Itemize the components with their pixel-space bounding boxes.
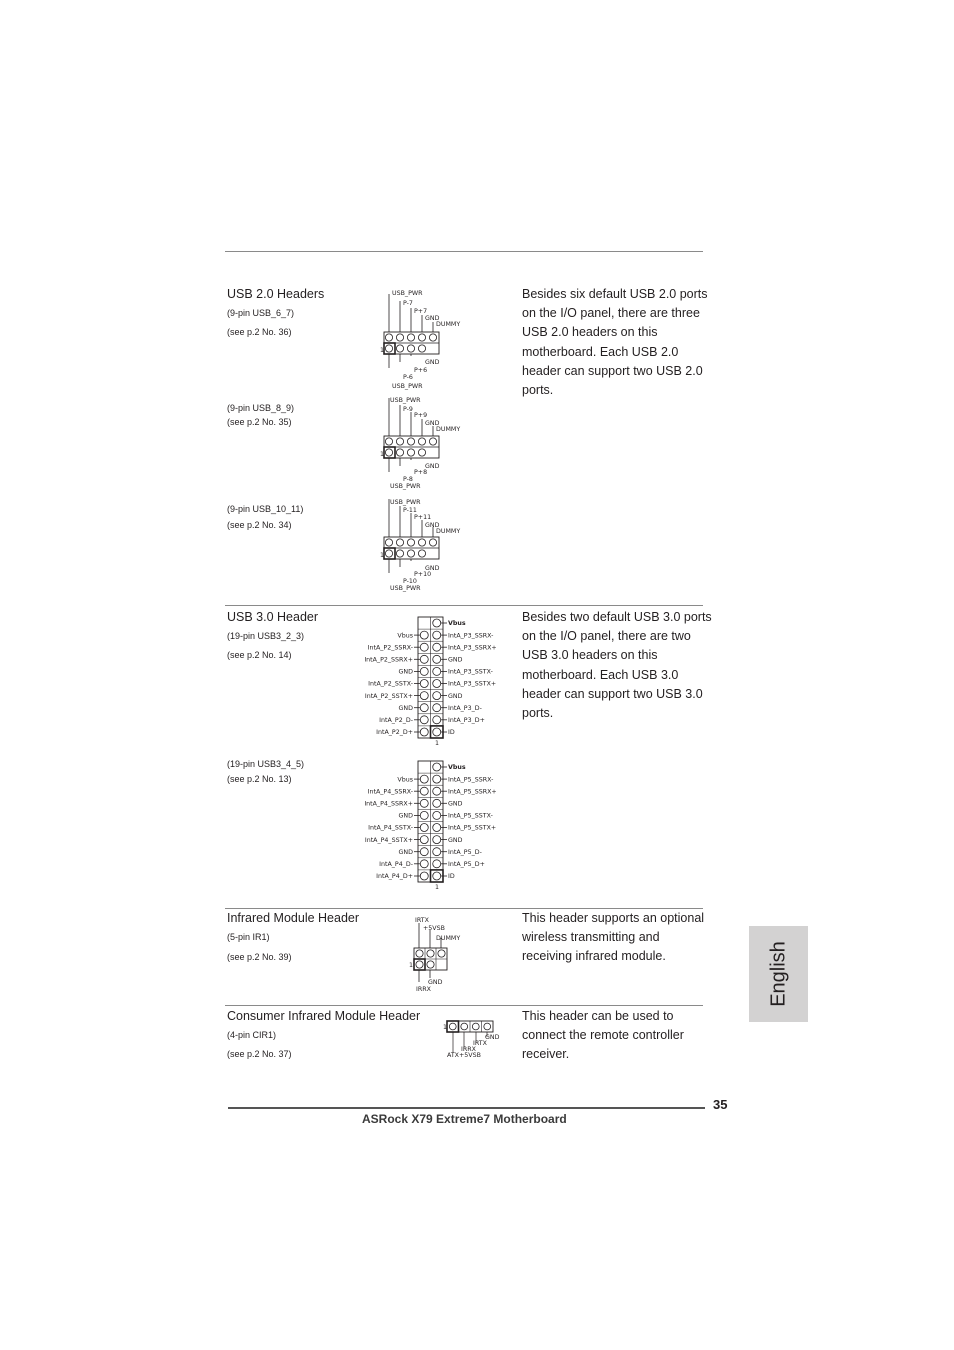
ir1-5vsb: +5VSB xyxy=(423,925,445,932)
usb-8-9-p-minus-top: P-9 xyxy=(403,406,413,413)
usb-10-11-gnd-bottom: GND xyxy=(425,565,440,572)
usb20-description: Besides six default USB 2.0 ports on the I/O panel, there are three USB 2.0 headers on this motherboard. Each USB 2.0 header can support two USB 2.0 ports. xyxy=(522,287,708,398)
ir1-pin1: 1 xyxy=(409,962,414,969)
usb3-2-3-left-pin-label: GND xyxy=(398,668,413,676)
usb20-title: USB 2.0 Headers xyxy=(227,287,325,301)
usb-10-11-p-plus-bottom: P+10 xyxy=(414,571,432,578)
cir1-irtx: IRTX xyxy=(473,1040,487,1047)
usb-6-7-gnd-bottom: GND xyxy=(425,359,440,366)
usb3-4-5-top-vbus: Vbus xyxy=(448,764,466,771)
ir-description: This header supports an optional wireless transmitting and receiving infrared module. xyxy=(522,911,705,964)
usb3-2-3-left-pin-label: GND xyxy=(398,704,413,712)
usb3-2-3-right-pin-label: IntA_P3_D- xyxy=(448,704,482,712)
usb3-2-3-left-pin-label: IntA_P2_SSRX+ xyxy=(364,656,413,664)
usb-10-11-dummy: DUMMY xyxy=(436,528,461,535)
usb3-4-5-right-pin-label: IntA_P5_D+ xyxy=(448,861,485,868)
usb-8-9-p-plus-top: P+9 xyxy=(414,412,428,419)
usb-8-9-usb-pwr-bottom: USB_PWR xyxy=(390,483,421,490)
usb20-see2: (see p.2 No. 35) xyxy=(227,417,292,427)
usb3-4-5-left-pin-label: IntA_P4_D+ xyxy=(376,873,413,881)
usb30-see1: (see p.2 No. 14) xyxy=(227,650,292,660)
usb3-4-5-right-pin-label: ID xyxy=(448,873,455,881)
usb3-4-5-left-pin-label: IntA_P4_SSTX+ xyxy=(364,836,413,844)
cir1-pin1: 1 xyxy=(443,1024,448,1031)
usb20-sub2: (9-pin USB_8_9) xyxy=(227,403,295,413)
page-number: 35 xyxy=(713,1097,728,1112)
usb3-4-5-right-pin-label: IntA_P5_SSRX- xyxy=(448,776,494,784)
usb30-sub2: (19-pin USB3_4_5) xyxy=(227,759,305,769)
usb-8-9-gnd-bottom: GND xyxy=(425,463,440,470)
cir-sub: (4-pin CIR1) xyxy=(227,1030,277,1040)
usb20-see1: (see p.2 No. 36) xyxy=(227,327,292,337)
usb3-2-3-right-pin-label: GND xyxy=(448,692,463,700)
ir1-dummy: DUMMY xyxy=(436,935,461,942)
usb3-4-5-right-pin-label: IntA_P5_SSTX- xyxy=(448,812,493,820)
usb3-4-5-left-pin-label: Vbus xyxy=(397,776,413,784)
usb3-2-3-left-pin-label: IntA_P2_SSTX+ xyxy=(364,692,413,700)
usb3-4-5-left-pin-label: GND xyxy=(398,812,413,820)
ir-see: (see p.2 No. 39) xyxy=(227,952,292,962)
usb-6-7-usb-pwr-bottom: USB_PWR xyxy=(392,383,423,390)
usb3-2-3-right-pin-label: ID xyxy=(448,729,455,737)
usb-8-9-dummy: DUMMY xyxy=(436,426,461,433)
usb-8-9-pin1: 1 xyxy=(380,451,385,458)
cir-see: (see p.2 No. 37) xyxy=(227,1049,292,1059)
cir-description: This header can be used to connect the remote controller receiver. xyxy=(522,1009,684,1062)
usb-6-7-p-minus-bottom: P-6 xyxy=(403,374,413,381)
usb-8-9-gnd-top: GND xyxy=(425,420,440,427)
usb20-see3: (see p.2 No. 34) xyxy=(227,520,292,530)
usb3-4-5-left-pin-label: GND xyxy=(398,848,413,856)
usb-10-11-gnd-top: GND xyxy=(425,522,440,529)
usb3-2-3-left-pin-label: Vbus xyxy=(397,632,413,640)
usb-8-9-usb-pwr-top: USB_PWR xyxy=(390,397,421,404)
usb3-4-5-right-pin-label: IntA_P5_D- xyxy=(448,848,482,856)
language-tab-label: English xyxy=(767,941,789,1007)
usb-10-11-usb-pwr-bottom: USB_PWR xyxy=(390,585,421,592)
usb-6-7-gnd-top: GND xyxy=(425,315,440,322)
usb3-4-5-right-pin-label: IntA_P5_SSTX+ xyxy=(448,824,497,832)
usb3-4-5-left-pin-label: IntA_P4_SSTX- xyxy=(368,824,413,832)
usb3-2-3-right-pin-label: IntA_P3_D+ xyxy=(448,717,485,724)
usb20-sub1: (9-pin USB_6_7) xyxy=(227,308,295,318)
usb-6-7-dummy: DUMMY xyxy=(436,321,461,328)
usb3-2-3-right-pin-label: IntA_P3_SSTX- xyxy=(448,668,493,676)
usb-10-11-p-minus-top: P-11 xyxy=(403,507,417,514)
usb3-2-3-right-pin-label: GND xyxy=(448,656,463,664)
usb3-4-5-left-pin-label: IntA_P4_D- xyxy=(379,861,413,868)
cir-title: Consumer Infrared Module Header xyxy=(227,1009,421,1023)
usb-10-11-pin1: 1 xyxy=(380,552,385,559)
usb-6-7-p-minus-top: P-7 xyxy=(403,300,413,307)
usb3-4-5-pin1: 1 xyxy=(435,884,440,891)
usb-10-11-p-minus-bottom: P-10 xyxy=(403,578,417,585)
usb3-2-3-left-pin-label: IntA_P2_SSTX- xyxy=(368,680,413,688)
usb3-4-5-left-pin-label: IntA_P4_SSRX+ xyxy=(364,800,413,808)
usb-10-11-p-plus-top: P+11 xyxy=(414,514,432,521)
usb30-description: Besides two default USB 3.0 ports on the I/O panel, there are two USB 3.0 headers on this motherboard. Each USB 3.0 header can support two USB 3.0 ports. xyxy=(522,610,712,721)
usb-6-7-p-plus-bottom: P+6 xyxy=(414,367,428,374)
cir1-header-diagram xyxy=(443,1021,500,1059)
usb-6-7-pin1: 1 xyxy=(380,347,385,354)
cir1-gnd: GND xyxy=(485,1034,500,1041)
language-side-tab xyxy=(749,926,808,1022)
usb3-2-3-left-pin-label: IntA_P2_D+ xyxy=(376,729,413,737)
usb-6-7-usb-pwr-top: USB_PWR xyxy=(392,290,423,297)
usb30-sub1: (19-pin USB3_2_3) xyxy=(227,631,305,641)
usb3-2-3-top-vbus: Vbus xyxy=(448,620,466,627)
usb3-2-3-right-pin-label: IntA_P3_SSTX+ xyxy=(448,680,497,688)
cir1-irrx: IRRX xyxy=(461,1046,476,1053)
usb30-title: USB 3.0 Header xyxy=(227,610,319,624)
usb3-4-5-left-pin-label: IntA_P4_SSRX- xyxy=(367,788,413,796)
usb-6-7-p-plus-top: P+7 xyxy=(414,308,428,315)
ir1-irrx: IRRX xyxy=(416,986,431,993)
usb3-4-5-right-pin-label: GND xyxy=(448,800,463,808)
usb3-2-3-left-pin-label: IntA_P2_SSRX- xyxy=(367,644,413,652)
usb3-2-3-left-pin-label: IntA_P2_D- xyxy=(379,717,413,724)
usb30-see2: (see p.2 No. 13) xyxy=(227,774,292,784)
usb3-2-3-right-pin-label: IntA_P3_SSRX- xyxy=(448,632,494,640)
usb3-2-3-right-pin-label: IntA_P3_SSRX+ xyxy=(448,644,497,652)
usb3-4-5-right-pin-label: IntA_P5_SSRX+ xyxy=(448,788,497,796)
ir-sub: (5-pin IR1) xyxy=(227,932,270,942)
ir1-irtx: IRTX xyxy=(415,917,429,924)
usb-8-9-p-plus-bottom: P+8 xyxy=(414,469,428,476)
usb3-4-5-right-pin-label: GND xyxy=(448,836,463,844)
ir1-gnd: GND xyxy=(428,979,443,986)
usb-10-11-usb-pwr-top: USB_PWR xyxy=(390,499,421,506)
usb3-2-3-pin1: 1 xyxy=(435,740,440,747)
usb20-sub3: (9-pin USB_10_11) xyxy=(227,504,304,514)
cir1-atx-5vsb: ATX+5VSB xyxy=(447,1052,481,1059)
usb-8-9-p-minus-bottom: P-8 xyxy=(403,476,413,483)
ir-title: Infrared Module Header xyxy=(227,911,360,925)
footer-model: ASRock X79 Extreme7 Motherboard xyxy=(362,1112,567,1126)
